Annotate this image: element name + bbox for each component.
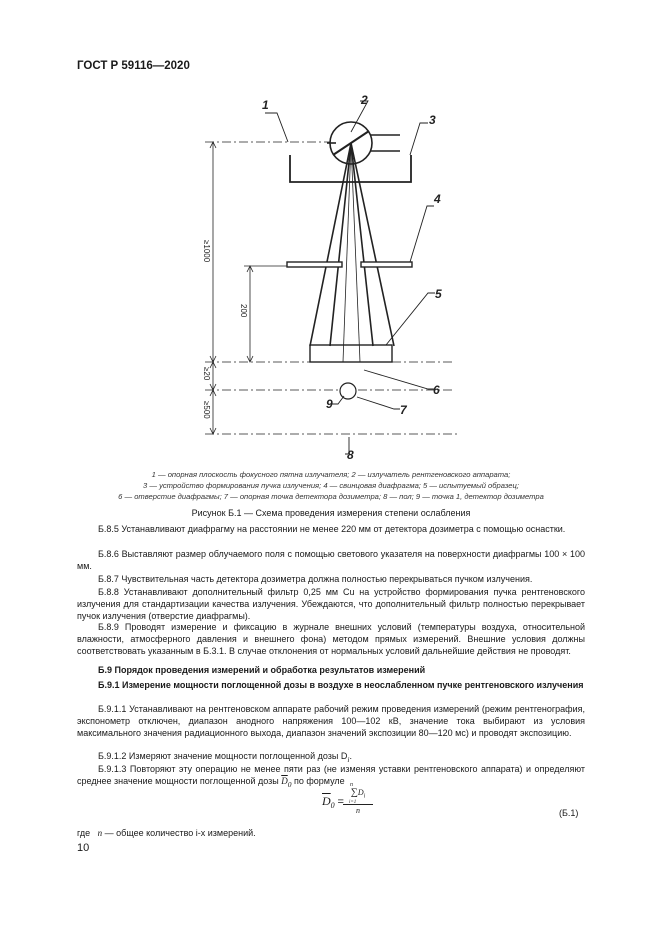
paragraph-b89: Б.8.9 Проводят измерение и фиксацию в журнале внешних условий (температуры воздуха, относительной влажности, атмосферного давления и внешнего фона) методом прямых измерений. Внешние условия должны соответствовать указанным в Б.3.1. В случае отклонения от нормальных условий дальнейшие действия не проводят. [77,622,585,656]
page-number: 10 [77,842,90,854]
paragraph-b911: Б.9.1.1 Устанавливают на рентгеновском аппарате рабочий режим проведения измерений (режим рентгенография, экспонометр отключен, диапазон анодного напряжения 100—102 кВ, значение тока выбирают из условия максимального значения радиационного выхода, диапазон значений экспозиции 80—120 мс) и проводят экспозицию. [77,704,585,738]
callout-5: 5 [435,287,442,301]
callout-3: 3 [429,113,436,127]
legend-line-1: 1 — опорная плоскость фокусного пятна излучателя; 2 — излучатель рентгеновского аппарата; [151,470,511,479]
callout-2: 2 [361,93,368,107]
formula-lhs: $\overline{D}$ [322,794,331,808]
paragraph-b87: Б.8.7 Чувствительная часть детектора дозиметра должна полностью перекрываться пучком излучения. [98,574,533,584]
dim-label-20: ≥20 [202,367,211,381]
x-ray-beam [310,143,394,362]
sum-upper-limit: n [350,782,353,788]
reference-lines [205,142,460,434]
dim-label-500: ≥500 [202,401,211,419]
paragraph-b912: Б.9.1.2 Измеряют значение мощности поглощенной дозы $D_i$. [98,751,352,764]
callout-8: 8 [347,448,354,462]
paragraph-b88: Б.8.8 Устанавливают дополнительный фильтр 0,25 мм Cu на устройство формирования пучка рентгеновского излучения для стандартизации качества излучения. Убеждаются, что дополнительный фильтр полностью перекрывает пучок излучения (отверстие диафрагмы). [77,587,585,621]
formula-number: (Б.1) [559,808,579,818]
formula-b1: $\overline{D}_0$ = [322,794,344,810]
callout-4: 4 [434,192,441,206]
heading-b9: Б.9 Порядок проведения измерений и обработка результатов измерений [98,665,426,675]
sum-symbol: ∑ [350,787,358,798]
dim-label-200: 200 [239,304,248,318]
sum-lower-limit: i=1 [349,800,357,805]
where-clause: где n — общее количество i-х измерений. [77,828,256,838]
callout-7: 7 [400,403,407,417]
paragraph-b85: Б.8.5 Устанавливают диафрагму на расстоянии не менее 220 мм от детектора дозиметра с помощью оснастки. [98,524,566,534]
formula-fraction: $\sum D_i$ n [343,788,373,816]
paragraph-b913: Б.9.1.3 Повторяют эту операцию не менее пяти раз (не изменяя уставки рентгеновского аппарата) и определяют среднее значение мощности поглощенной дозы $\overline{D}_0$ по формуле [77,764,585,789]
callout-1: 1 [262,98,269,112]
dim-label-1000: ≥1000 [202,240,211,263]
x-ray-emitter [327,122,400,164]
test-sample [310,345,392,362]
legend-line-3: 6 — отверстие диафрагмы; 7 — опорная точка детектора дозиметра; 8 — пол; 9 — точка 1, детектор дозиметра [118,492,544,501]
document-header: ГОСТ Р 59116—2020 [77,60,190,72]
dosimeter-detector [340,383,356,399]
paragraph-b86: Б.8.6 Выставляют размер облучаемого поля с помощью светового указателя на поверхности диафрагмы 100 × 100 мм. [77,549,585,571]
callout-6: 6 [433,383,440,397]
legend-line-2: 3 — устройство формирования пучка излучения; 4 — свинцовая диафрагма; 5 — испытуемый образец; [143,481,519,490]
lead-diaphragm [287,262,412,267]
callout-9: 9 [326,397,333,411]
heading-b91: Б.9.1 Измерение мощности поглощенной дозы в воздухе в неослабленном пучке рентгеновского излучения [98,680,584,690]
figure-caption: Рисунок Б.1 — Схема проведения измерения степени ослабления [191,508,471,518]
